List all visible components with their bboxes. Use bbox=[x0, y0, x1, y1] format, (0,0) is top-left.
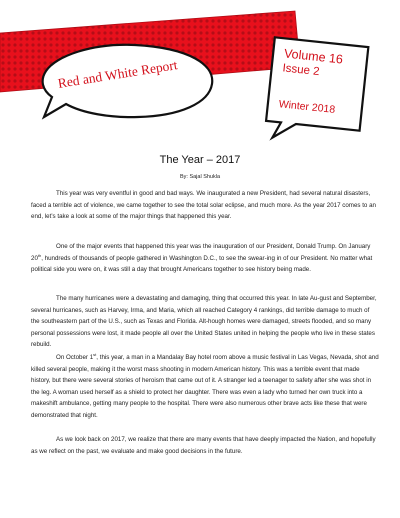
article-paragraph bbox=[31, 293, 379, 351]
article-title: The Year – 2017 bbox=[159, 154, 241, 166]
paragraph-text: On October 1 bbox=[56, 354, 94, 361]
season-label: Winter 2018 bbox=[278, 98, 336, 116]
paragraph-text: The many hurricanes were a devastating and damaging, thing that occurred this year. In late Au-gust and September, several hurricanes, such as Harvey, Irma, and Maria, which all reached Category 4 rankings, did terrible damage to much of the southeastern part of the U.S., such as Texas and Florida. Alt-hough homes were damaged, streets flooded, and so many personal possessions were lost, it made people all over the United States united in helping the people who live in these states rebuild. bbox=[31, 295, 377, 349]
paragraph-text: , this year, a man in a Mandalay Bay hotel room above a music festival in Las Vegas, Nevada, shot and killed several people, making it the worst mass shooting in modern American history. This was a terrible event that made history, but there were several stories of heroism that came out of it. A stranger led a teenager to safety after she was shot in the leg. A woman used herself as a shield to protect her daughter. There was even a lady who turned her own truck into a makeshift ambulance, getting many people to the hospital. There were also numerous other brave acts like these that were demonstrated that night. bbox=[31, 354, 379, 419]
article-paragraph bbox=[31, 434, 379, 457]
paragraph-text: , hundreds of thousands of people gathered in Washington D.C., to see the swear-ing in of our President. No matter what political side you were on, it was still a day that brought Americans together to see history being made. bbox=[31, 254, 373, 274]
issue-info bbox=[267, 39, 367, 130]
issue-label: Issue 2 bbox=[281, 62, 321, 79]
article-paragraph bbox=[31, 352, 379, 422]
paragraph-text: As we look back on 2017, we realize that there are many events that have deeply impacted the Nation, and hopefully as we reflect on the past, we evaluate and make good decisions in the future. bbox=[31, 436, 376, 455]
paragraph-text: One of the major events that happened this year was the inauguration of our President, Donald Trump. On January 20 bbox=[31, 243, 371, 262]
article-byline: By: Sajal Shukla bbox=[179, 174, 221, 180]
masthead bbox=[0, 0, 400, 150]
article-paragraph bbox=[31, 241, 379, 276]
article-paragraph bbox=[31, 188, 379, 223]
publication-name: Red and White Report bbox=[56, 57, 179, 91]
paragraph-text: This year was very eventful in good and bad ways. We inaugurated a new President, had several natural disasters, faced a terrible act of violence, we came together to see the total solar eclipse, and much more. As the year 2017 comes to an end, let’s take a look at some of the major things that happened this year. bbox=[31, 190, 376, 221]
ordinal-suffix: st bbox=[93, 351, 97, 357]
volume-label: Volume 16 bbox=[283, 46, 344, 67]
ordinal-suffix: th bbox=[37, 252, 42, 258]
